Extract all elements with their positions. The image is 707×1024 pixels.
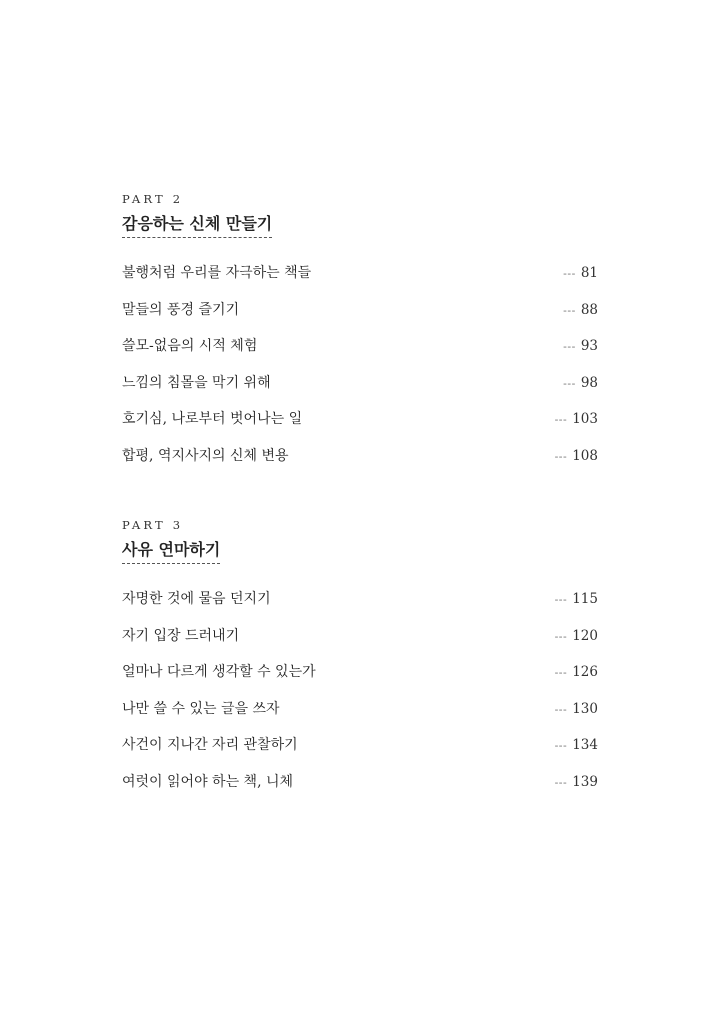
toc-entry[interactable]	[122, 410, 598, 447]
toc-entry-page	[555, 700, 598, 719]
toc-leader: ---	[554, 413, 568, 426]
toc-entry-title: 느낌의 침몰을 막기 위해	[122, 374, 271, 391]
toc-leader: ---	[554, 593, 568, 606]
toc-entry[interactable]	[122, 264, 598, 301]
page-number: 108	[572, 447, 598, 464]
page-number: 88	[580, 301, 598, 318]
toc-entry-title: 말들의 풍경 즐기기	[122, 301, 240, 318]
toc-leader: ---	[563, 376, 576, 390]
toc-entry[interactable]	[122, 337, 598, 374]
toc-leader: ---	[563, 340, 576, 353]
toc-entry-page	[563, 264, 598, 283]
toc-entry[interactable]	[122, 736, 598, 773]
toc-entry[interactable]	[122, 374, 598, 411]
toc-entry[interactable]	[122, 627, 598, 664]
toc-entry-page	[563, 337, 598, 356]
toc-entry[interactable]	[122, 663, 598, 700]
toc-entry-page	[563, 374, 598, 393]
page-number: 98	[580, 374, 598, 391]
page-number: 103	[572, 411, 598, 427]
toc-leader: ---	[554, 449, 568, 463]
toc-entry-title: 얼마나 다르게 생각할 수 있는가	[122, 664, 316, 680]
toc-entry-title: 쓸모-없음의 시적 체험	[122, 338, 258, 354]
page-number: 120	[572, 627, 598, 644]
toc-leader: ---	[554, 702, 568, 716]
toc-entry-title: 자기 입장 드러내기	[122, 627, 240, 644]
part-title: 사유 연마하기	[122, 540, 220, 564]
page-number: 115	[572, 591, 598, 607]
toc-entry[interactable]	[122, 447, 598, 484]
toc-entry-title: 합평, 역지사지의 신체 변용	[122, 447, 289, 464]
toc-leader: ---	[554, 629, 568, 643]
toc-entry-title: 자명한 것에 물음 던지기	[122, 591, 271, 607]
page-number: 126	[572, 664, 598, 680]
page-number: 134	[572, 737, 598, 753]
toc-leader: ---	[563, 267, 576, 280]
toc-entry-title: 호기심, 나로부터 벗어나는 일	[122, 411, 303, 427]
page-number: 81	[580, 265, 598, 281]
part-label: PART 3	[122, 518, 184, 532]
toc-list	[122, 264, 598, 483]
page-number: 93	[580, 338, 598, 354]
toc-entry[interactable]	[122, 773, 598, 810]
toc-entry-title: 나만 쓸 수 있는 글을 쓰자	[122, 700, 280, 717]
toc-leader: ---	[563, 303, 576, 317]
toc-list	[122, 590, 598, 809]
toc-entry-page	[555, 627, 598, 646]
page-number: 130	[572, 700, 598, 717]
part-label: PART 2	[122, 192, 184, 206]
toc-entry[interactable]	[122, 590, 598, 627]
toc-entry-title: 사건이 지나간 자리 관찰하기	[122, 737, 298, 753]
toc-entry-title: 여럿이 읽어야 하는 책, 니체	[122, 773, 294, 790]
toc-entry-page	[555, 736, 598, 755]
toc-entry-page	[563, 301, 598, 320]
page-number: 139	[572, 773, 598, 790]
toc-entry-page	[555, 663, 598, 682]
toc-leader: ---	[554, 775, 568, 789]
part-title: 감응하는 신체 만들기	[122, 214, 272, 238]
toc-entry-title: 불행처럼 우리를 자극하는 책들	[122, 265, 312, 281]
toc-leader: ---	[554, 666, 568, 679]
toc-entry-page	[555, 447, 598, 466]
toc-entry-page	[555, 773, 598, 792]
toc-entry-page	[555, 590, 598, 609]
toc-leader: ---	[554, 739, 568, 752]
toc-entry-page	[555, 410, 598, 429]
toc-entry[interactable]	[122, 301, 598, 338]
toc-entry[interactable]	[122, 700, 598, 737]
